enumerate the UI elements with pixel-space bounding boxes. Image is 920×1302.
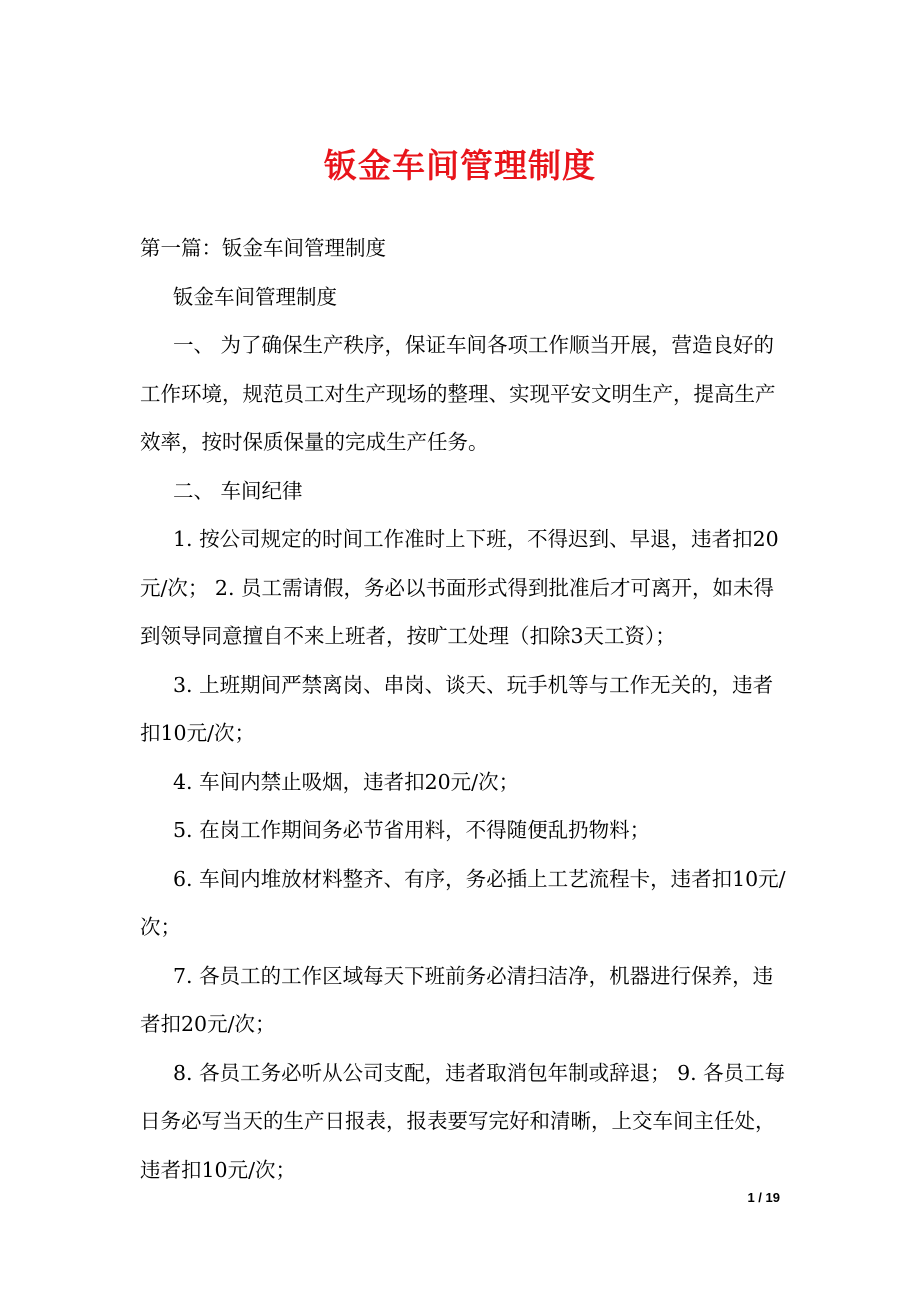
paragraph-6: 5. 在岗工作期间务必节省用料，不得随便乱扔物料； (173, 818, 651, 842)
section-heading: 第一篇：钣金车间管理制度 (140, 236, 386, 260)
paragraph-4: 3. 上班期间严禁离岗、串岗、谈天、玩手机等与工作无关的，违者扣10元/次； (140, 672, 774, 745)
paragraph-9: 8. 各员工务必听从公司支配，违者取消包年制或辞退； 9. 各员工每日务必写当天的生产日报表，报表要写完好和清晰，上交车间主任处，违者扣10元/次； (140, 1060, 786, 1182)
paragraph-3: 1. 按公司规定的时间工作准时上下班，不得迟到、早退，违者扣20元/次； 2. 员工需请假，务必以书面形式得到批准后才可离开，如未得到领导同意擅自不来上班者，按旷工处理（扣除3天工资）； (140, 527, 779, 648)
paragraph-7: 6. 车间内堆放材料整齐、有序，务必插上工艺流程卡，违者扣10元/次； (140, 866, 786, 939)
paragraph-1: 一、 为了确保生产秩序，保证车间各项工作顺当开展，营造良好的工作环境，规范员工对生产现场的整理、实现平安文明生产，提高生产效率，按时保质保量的完成生产任务。 (140, 333, 776, 454)
paragraph-5: 4. 车间内禁止吸烟，违者扣20元/次； (173, 769, 520, 794)
subheading: 钣金车间管理制度 (173, 284, 337, 309)
document-title: 钣金车间管理制度 (324, 146, 596, 185)
paragraph-2: 二、 车间纪律 (173, 478, 303, 503)
page-number: 1 / 19 (747, 1190, 780, 1205)
paragraph-8: 7. 各员工的工作区域每天下班前务必清扫洁净，机器进行保养，违者扣20元/次； (140, 963, 774, 1036)
document-body (140, 224, 792, 1194)
